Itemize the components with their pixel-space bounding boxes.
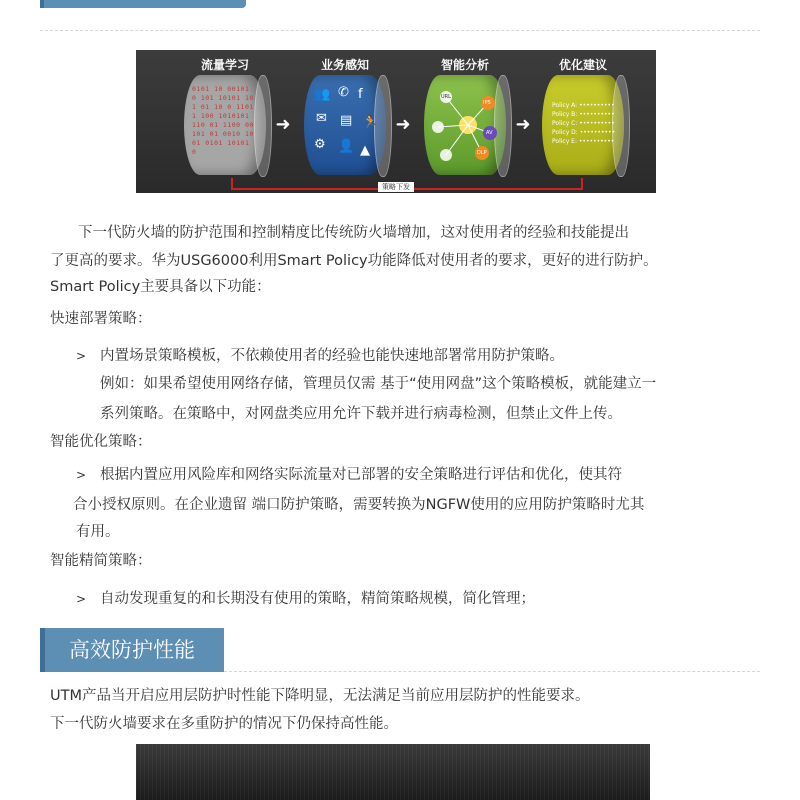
policy-line: Policy B: •••••••••• (552, 111, 615, 118)
feature-line: 合小授权原则。在企业遗留 端口防护策略，需要转换为NGFW使用的应用防护策略时尤其 (73, 497, 645, 513)
optimization-cylinder (542, 75, 624, 175)
policy-line: Policy A: •••••••••• (552, 102, 615, 109)
feature-line: 自动发现重复的和长期没有使用的策略，精简策略规模，简化管理； (100, 591, 535, 607)
feature-line: 系列策略。在策略中，对网盘类应用允许下载并进行病毒检测，但禁止文件上传。 (100, 406, 622, 422)
tag-url: URL (441, 94, 451, 100)
divider (224, 671, 760, 672)
feature-line: 内置场景策略模板，不依赖使用者的经验也能快速地部署常用防护策略。 (100, 348, 564, 364)
stage-label-learning: 流量学习 (200, 58, 249, 72)
divider (40, 30, 760, 31)
feature-line: 例如：如果希望使用网络存储，管理员仅需 基于“使用网盘”这个策略模板，就能建立一 (100, 376, 657, 392)
bullet-icon: > (76, 468, 87, 482)
feature-line: 有用。 (76, 524, 120, 540)
tag-av: AV (486, 130, 493, 136)
arrow-icon: ➜ (395, 114, 411, 135)
product-image (136, 744, 650, 800)
smart-policy-diagram (136, 50, 656, 193)
user-icon: 👤 (338, 139, 355, 154)
intro-line: Smart Policy主要具备以下功能： (50, 279, 271, 295)
mail-icon: ✉ (316, 111, 327, 126)
facebook-icon: f (358, 87, 363, 102)
intro-line: 下一代防火墙的防护范围和控制精度比传统防火墙增加，这对使用者的经验和技能提出 (78, 225, 629, 241)
feature-heading: 智能优化策略： (50, 434, 152, 450)
business-awareness-cylinder (304, 75, 386, 175)
doc-icon: ▤ (340, 113, 353, 128)
performance-line: UTM产品当开启应用层防护时性能下降明显，无法满足当前应用层防护的性能要求。 (50, 688, 590, 704)
tag-dlp: DLP (477, 150, 487, 156)
policy-line: Policy D: •••••••••• (552, 129, 616, 136)
alert-icon: ▲ (360, 143, 370, 158)
policy-line: Policy E: •••••••••• (552, 138, 615, 145)
performance-line: 下一代防火墙要求在多重防护的情况下仍保持高性能。 (50, 716, 398, 732)
feature-line: 根据内置应用风险库和网络实际流量对已部署的安全策略进行评估和优化，使其符 (100, 467, 622, 483)
gear-icon: ⚙ (314, 137, 326, 152)
stage-label-analysis: 智能分析 (440, 58, 489, 72)
bullet-icon: > (76, 592, 87, 606)
arrow-icon: ➜ (515, 114, 531, 135)
stage-label-awareness: 业务感知 (320, 58, 369, 72)
runner-icon: 🏃 (362, 115, 379, 130)
feature-heading: 快速部署策略： (50, 311, 152, 327)
people-icon: 👥 (314, 87, 331, 102)
policy-line: Policy C: •••••••••• (552, 120, 615, 127)
stage-label-suggestion: 优化建议 (558, 58, 607, 72)
intro-line: 了更高的要求。华为USG6000利用Smart Policy功能降低对使用者的要求，更好的进行防护。 (50, 253, 658, 269)
traffic-learning-cylinder (184, 75, 266, 175)
arrow-icon: ➜ (275, 114, 291, 135)
policy-list (552, 101, 615, 146)
section-title-performance: 高效防护性能 (40, 628, 224, 672)
bullet-icon: > (76, 349, 87, 363)
twitter-icon: ✆ (338, 85, 349, 100)
top-section-tab (40, 0, 246, 8)
tag-ips: IPS (483, 100, 491, 106)
feature-heading: 智能精简策略： (50, 553, 152, 569)
analysis-network-icon (424, 75, 506, 175)
smart-analysis-cylinder (424, 75, 506, 175)
binary-text: 0101 10 00101 0 101 10101 101 01 10 0 1101 1 100 1010101 110 01 1100 00101 01 0010 1001 0101 10101 0 (192, 85, 254, 156)
bracket-label: 策略下发 (378, 182, 414, 192)
